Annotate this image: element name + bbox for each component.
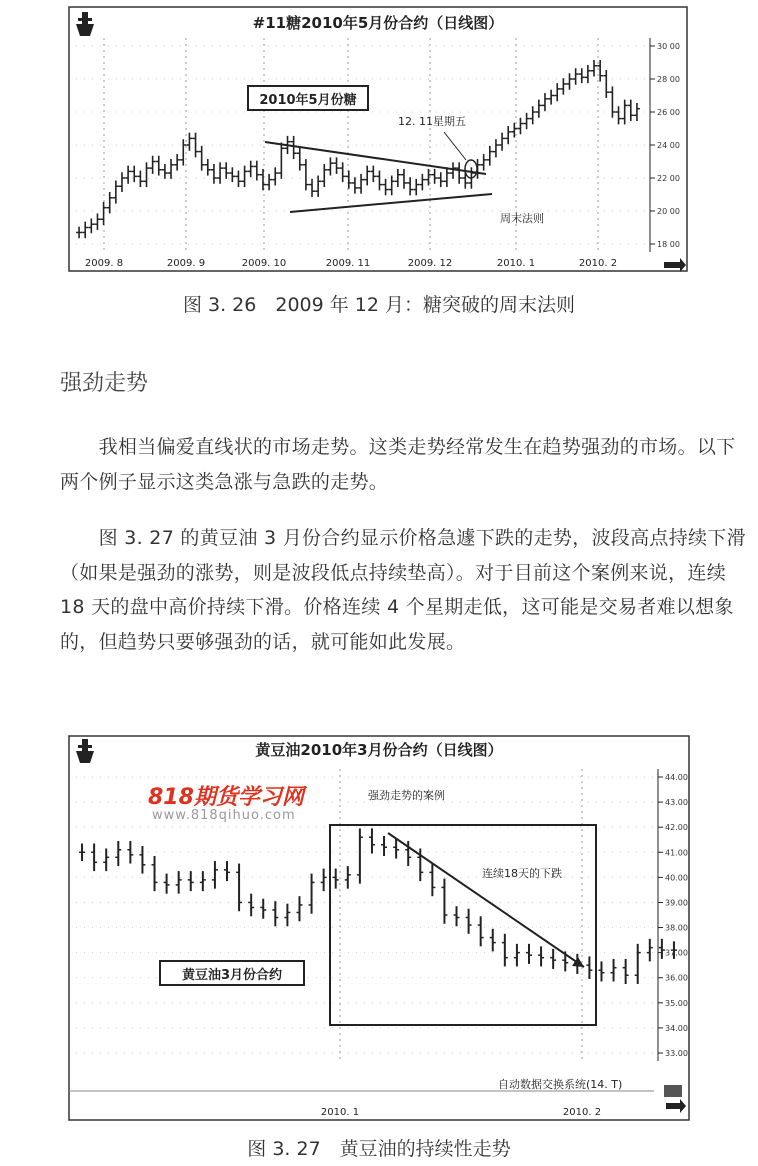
y-tick-label: 43.00 bbox=[665, 798, 688, 808]
x-tick-label: 2009. 11 bbox=[325, 258, 371, 269]
y-tick-label: 33.00 bbox=[665, 1049, 688, 1058]
sugar-box-label: 2010年5月份糖 bbox=[259, 93, 357, 108]
x-tick-label: 2010. 1 bbox=[496, 258, 536, 269]
note-date: 12. 11星期五 bbox=[398, 115, 466, 128]
watermark-logo: 818期货学习网 bbox=[148, 785, 304, 810]
figure2-caption: 图 3. 27 黄豆油的持续性走势 bbox=[247, 1138, 511, 1160]
y-tick-label: 26 00 bbox=[657, 108, 680, 117]
paragraph-2: 图 3. 27 的黄豆油 3 月份合约显示价格急遽下跌的走势，波段高点持续下滑（如果是强劲的涨势，则是波段低点持续垫高）。对于目前这个案例来说，连续 18 天的盘中高价持续下滑。价格连续 4 个星期走低，这可能是交易者难以想象的，但趋势只要够强劲的话，就可能如此发展。 bbox=[60, 527, 746, 653]
sugar-chart-title: #11糖2010年5月份合约（日线图） bbox=[252, 14, 504, 32]
x-tick-label: 2009. 8 bbox=[84, 258, 124, 269]
note-case: 强劲走势的案例 bbox=[368, 789, 445, 802]
y-tick-label: 36.00 bbox=[665, 973, 688, 983]
y-tick-label: 35.00 bbox=[665, 998, 688, 1008]
y-tick-label: 28 00 bbox=[657, 75, 680, 84]
watermark-url: www.818qihuo.com bbox=[152, 808, 296, 823]
y-tick-label: 38.00 bbox=[665, 923, 688, 933]
y-tick-label: 44.00 bbox=[665, 773, 688, 782]
y-tick-label: 20 00 bbox=[657, 207, 680, 216]
note-decline: 连续18天的下跌 bbox=[482, 867, 562, 880]
data-source: 自动数据交换系统(14. T) bbox=[498, 1078, 623, 1091]
x-tick-label: 2009. 12 bbox=[407, 258, 453, 269]
x-tick-label: 2009. 10 bbox=[241, 258, 287, 269]
x-tick-label: 2010. 2 bbox=[562, 1107, 602, 1118]
note-rule: 周末法则 bbox=[500, 212, 544, 225]
figure1-caption: 图 3. 26 2009 年 12 月：糖突破的周末法则 bbox=[182, 294, 576, 316]
x-tick-label: 2010. 1 bbox=[320, 1107, 360, 1118]
sugar-chart bbox=[68, 6, 688, 272]
y-tick-label: 40.00 bbox=[665, 873, 688, 883]
soybean-oil-chart-title: 黄豆油2010年3月份合约（日线图） bbox=[255, 741, 503, 759]
contract-box-label: 黄豆油3月份合约 bbox=[181, 968, 283, 983]
x-tick-label: 2009. 9 bbox=[166, 258, 206, 269]
y-tick-label: 39.00 bbox=[665, 898, 688, 908]
y-tick-label: 37.00 bbox=[665, 948, 688, 958]
y-tick-label: 34.00 bbox=[665, 1023, 688, 1033]
y-tick-label: 18 00 bbox=[657, 240, 680, 249]
y-tick-label: 22 00 bbox=[657, 174, 680, 183]
section-heading: 强劲走势 bbox=[60, 371, 149, 396]
y-tick-label: 42.00 bbox=[665, 823, 688, 833]
y-tick-label: 24 00 bbox=[657, 141, 680, 150]
x-tick-label: 2010. 2 bbox=[578, 258, 618, 269]
y-tick-label: 41.00 bbox=[665, 848, 688, 858]
paragraph-1: 我相当偏爱直线状的市场走势。这类走势经常发生在趋势强劲的市场。以下两个例子显示这类急涨与急跌的走势。 bbox=[60, 436, 736, 493]
y-tick-label: 30 00 bbox=[657, 42, 680, 51]
